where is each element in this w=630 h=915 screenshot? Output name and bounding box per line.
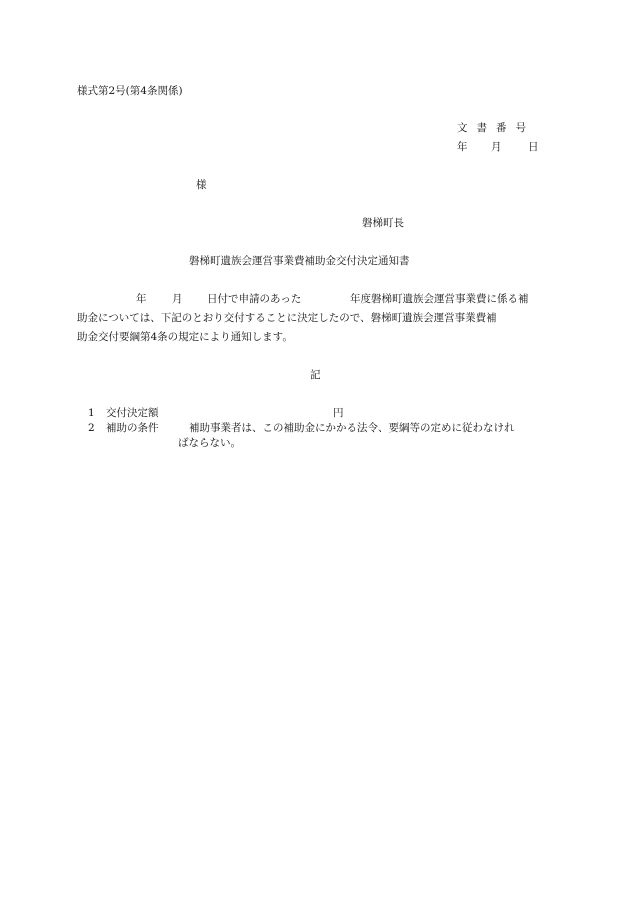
body-line3-text: 助金交付要綱第4条の規定により通知します。 — [77, 331, 293, 343]
addressee-suffix: 様 — [196, 179, 207, 191]
item-label-conditions: 補助の条件 — [106, 422, 159, 434]
body-line1-fiscal-year-text: 年度磐梯町遺族会運営事業費に係る補 — [350, 293, 529, 305]
body-year-label: 年 — [136, 293, 147, 305]
item-number: 2 — [88, 422, 95, 434]
item-conditions-text-line1: 補助事業者は、この補助金にかかる法令、要綱等の定めに従わなけれ — [189, 422, 515, 434]
issuer-name: 磐梯町長 — [362, 217, 404, 229]
date-day: 日 — [528, 141, 539, 153]
body-line2-text: 助金については、下記のとおり交付することに決定したので、磐梯町遺族会運営事業費補 — [77, 312, 497, 324]
date-month: 月 — [491, 141, 502, 153]
ki-heading: 記 — [310, 369, 321, 381]
item-value-yen: 円 — [333, 407, 344, 419]
form-number: 様式第2号(第4条関係) — [77, 85, 183, 97]
item-label-grant-amount: 交付決定額 — [106, 407, 159, 419]
item-conditions-text-line2: ばならない。 — [178, 437, 241, 449]
document-number-label: 文書番号 — [457, 122, 535, 134]
document-title: 磐梯町遺族会運営事業費補助金交付決定通知書 — [189, 255, 410, 267]
body-month-label: 月 — [172, 293, 183, 305]
date-year: 年 — [457, 141, 468, 153]
item-number: 1 — [88, 407, 95, 419]
body-line1-text: 日付で申請のあった — [207, 293, 302, 305]
